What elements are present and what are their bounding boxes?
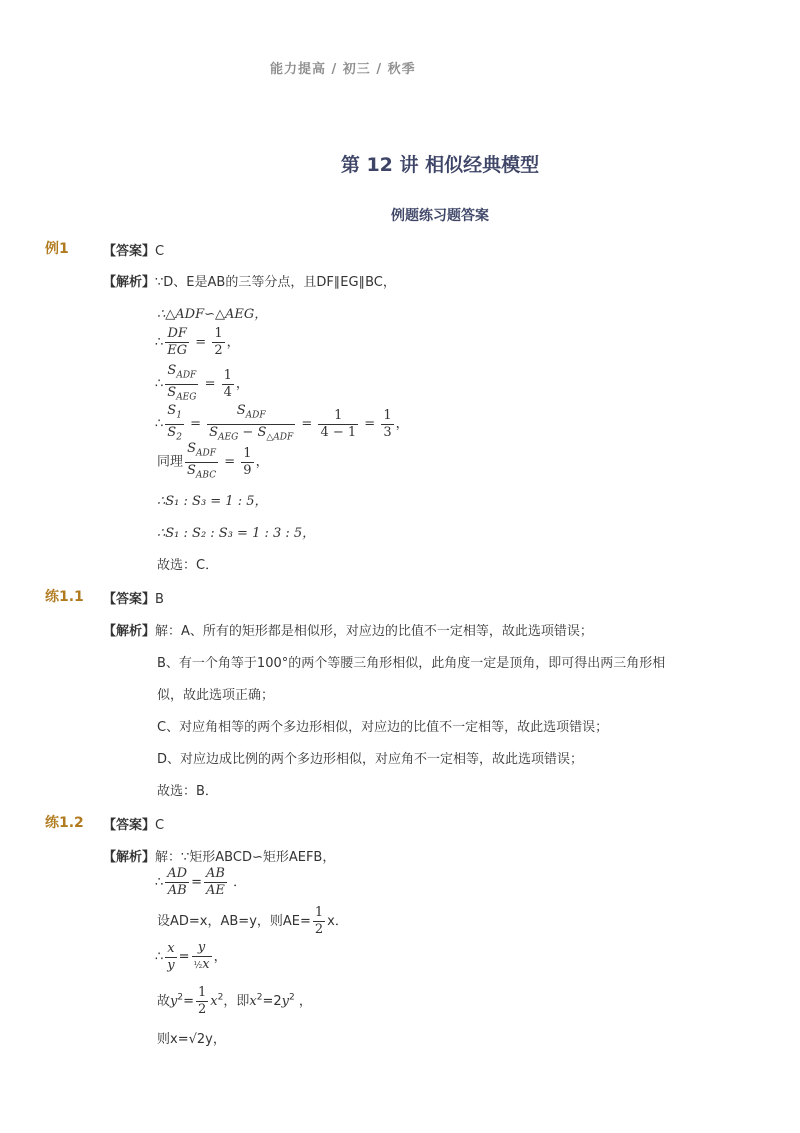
example-1-line2: ∴△ADF∽△AEG， (157, 307, 268, 322)
practice-1-1-label: 练1.1 (45, 589, 84, 605)
practice-1-2-eq3: ∴ $\frac{x}{y}$ = $\frac{y}{\text{½x}}$ ， (155, 940, 227, 973)
example-1-line10: 故选：C． (157, 558, 219, 573)
page-title: 第 12 讲 相似经典模型 (340, 154, 540, 176)
example-1-eq-df-eg: ∴ $\frac{DF}{EG}$ = $\frac{1}{2}$ ， (155, 326, 240, 358)
practice-1-2-eq1: ∴ $\frac{AD}{AB}$ = $\frac{AB}{AE}$ ． (155, 866, 247, 898)
example-1-line9: ∴S₁ : S₂ : S₃ = 1 : 3 : 5， (157, 526, 316, 541)
page-subtitle: 例题练习题答案 (391, 208, 489, 224)
analysis-tag: 【解析】 (103, 275, 156, 290)
practice-1-1-line5: D、对应边成比例的两个多边形相似，对应角不一定相等，故此选项错误； (157, 752, 584, 767)
example-1-line8: ∴S₁ : S₃ = 1 : 5， (157, 494, 268, 509)
practice-1-2-label: 练1.2 (45, 815, 84, 831)
answer-tag: 【答案】 (103, 244, 156, 259)
example-1-label: 例1 (45, 241, 69, 257)
practice-1-1-line4: C、对应角相等的两个多边形相似，对应边的比值不一定相等，故此选项错误； (157, 720, 609, 735)
example-1-eq-s1-s2: ∴ $\frac{S_1}{S_2}$ = $\frac{S_{ADF}}{S_{AEG} - S_{\triangle ADF}}$ = $\frac{1}{4 - 1}$ = $\frac{1}{3}$ ， (155, 403, 409, 443)
analysis-text: ∵D、E是AB的三等分点，且DF∥EG∥BC， (155, 275, 396, 290)
example-1-analysis-line1 (103, 271, 396, 290)
practice-1-1-analysis-line1: 【解析】解：A、所有的矩形都是相似形，对应边的比值不一定相等，故此选项错误； (103, 624, 593, 639)
practice-1-2-analysis-line1: 【解析】解：∵矩形ABCD∽矩形AEFB， (103, 850, 336, 865)
practice-1-1-line6: 故选：B． (157, 784, 218, 799)
practice-1-2-eq4: 故$y^2=$ $\frac{1}{2}$ $x^2$，即$x^2=2y^2$ ， (157, 985, 312, 1017)
practice-1-2-line6: 则x=√2y， (157, 1032, 226, 1047)
practice-1-2-answer: 【答案】C (103, 818, 165, 833)
practice-1-2-eq2: 设AD=x，AB=y，则AE= $\frac{1}{2}$ x． (157, 905, 348, 937)
example-1-eq-area-ratio: ∴ $\frac{S_{ADF}}{S_{AEG}}$ = $\frac{1}{4}$ ， (155, 363, 249, 403)
example-1-eq-similar: 同理 $\frac{S_{ADF}}{S_{ABC}}$ = $\frac{1}{9}$ ， (157, 441, 269, 481)
answer-value: C (155, 244, 165, 259)
example-1-answer (103, 240, 164, 259)
page-header: 能力提高 / 初三 / 秋季 (270, 62, 416, 77)
practice-1-1-line2: B、有一个角等于100°的两个等腰三角形相似，此角度一定是顶角，即可得出两三角形相 (157, 656, 666, 671)
practice-1-1-line3: 似，故此选项正确； (157, 688, 275, 703)
practice-1-1-answer: 【答案】B (103, 592, 164, 607)
